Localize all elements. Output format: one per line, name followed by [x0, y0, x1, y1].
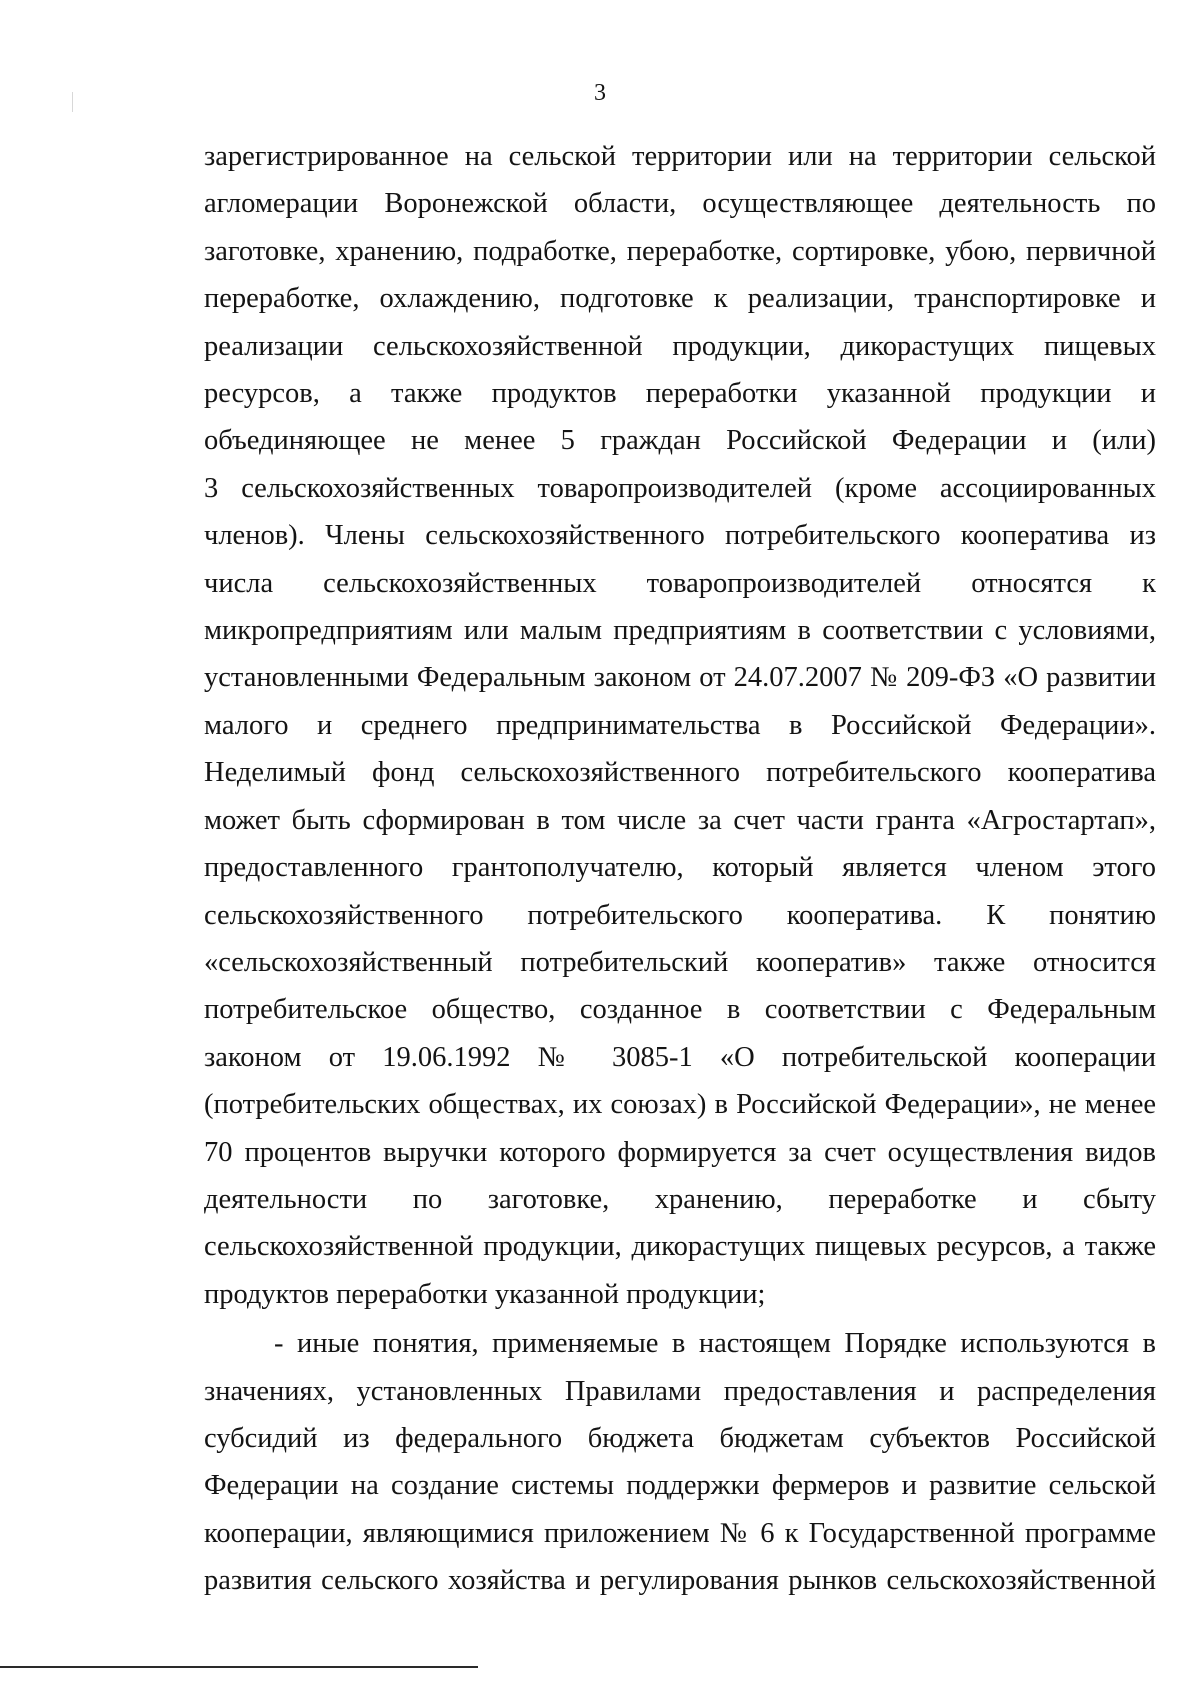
text-line: может быть сформирован в том числе за счет части гранта «Агростартап»,: [204, 804, 1156, 836]
footnote-separator-rule: [0, 1666, 478, 1668]
text-line: предоставленного грантополучателю, который является членом этого: [204, 852, 1156, 884]
text-line: заготовке, хранению, подработке, переработке, сортировке, убою, первичной: [204, 235, 1156, 267]
text-line: микропредприятиям или малым предприятиям в соответствии с условиями,: [204, 615, 1156, 647]
text-line: развития сельского хозяйства и регулирования рынков сельскохозяйственной: [204, 1565, 1156, 1597]
text-line: зарегистрированное на сельской территории или на территории сельской: [204, 141, 1156, 172]
paragraph-other-terms: [204, 1320, 1156, 1604]
text-line: субсидий из федерального бюджета бюджетам субъектов Российской: [204, 1422, 1156, 1454]
text-line: малого и среднего предпринимательства в Российской Федерации».: [204, 709, 1156, 741]
text-line: установленными Федеральным законом от 24.07.2007 № 209-ФЗ «О развитии: [204, 662, 1156, 694]
text-line: «сельскохозяйственный потребительский кооператив» также относится: [204, 946, 1156, 978]
text-line: сельскохозяйственной продукции, дикорастущих пищевых ресурсов, а также: [204, 1231, 1156, 1263]
text-line: продуктов переработки указанной продукции;: [204, 1278, 766, 1310]
text-line: сельскохозяйственного потребительского кооператива. К понятию: [204, 899, 1156, 931]
text-line: объединяющее не менее 5 граждан Российской Федерации и (или): [204, 425, 1156, 457]
paragraph-definition-cooperative: [204, 133, 1156, 1318]
text-line: законом от 19.06.1992 № 3085-1 «О потребительской кооперации: [204, 1041, 1156, 1073]
text-line: Федерации на создание системы поддержки фермеров и развитие сельской: [204, 1470, 1156, 1502]
text-line: 70 процентов выручки которого формируется за счет осуществления видов: [204, 1136, 1156, 1168]
text-line: значениях, установленных Правилами предоставления и распределения: [204, 1375, 1156, 1407]
text-line: числа сельскохозяйственных товаропроизводителей относятся к: [204, 567, 1156, 599]
text-line: ресурсов, а также продуктов переработки указанной продукции и: [204, 378, 1156, 410]
text-line: кооперации, являющимися приложением № 6 к Государственной программе: [204, 1517, 1156, 1549]
text-line: потребительское общество, созданное в соответствии с Федеральным: [204, 994, 1156, 1026]
text-line: агломерации Воронежской области, осуществляющее деятельность по: [204, 188, 1156, 220]
document-body: [204, 133, 1156, 1605]
page-number: 3: [594, 80, 606, 106]
text-line: (потребительских обществах, их союзах) в Российской Федерации», не менее: [204, 1089, 1156, 1121]
text-line: деятельности по заготовке, хранению, переработке и сбыту: [204, 1183, 1156, 1215]
text-line: членов). Члены сельскохозяйственного потребительского кооператива из: [204, 520, 1156, 552]
text-line: - иные понятия, применяемые в настоящем Порядке используются в: [274, 1328, 1156, 1360]
text-line: 3 сельскохозяйственных товаропроизводителей (кроме ассоциированных: [204, 472, 1156, 504]
text-line: переработке, охлаждению, подготовке к реализации, транспортировке и: [204, 283, 1156, 315]
text-line: реализации сельскохозяйственной продукции, дикорастущих пищевых: [204, 330, 1156, 362]
text-line: Неделимый фонд сельскохозяйственного потребительского кооператива: [204, 757, 1156, 789]
